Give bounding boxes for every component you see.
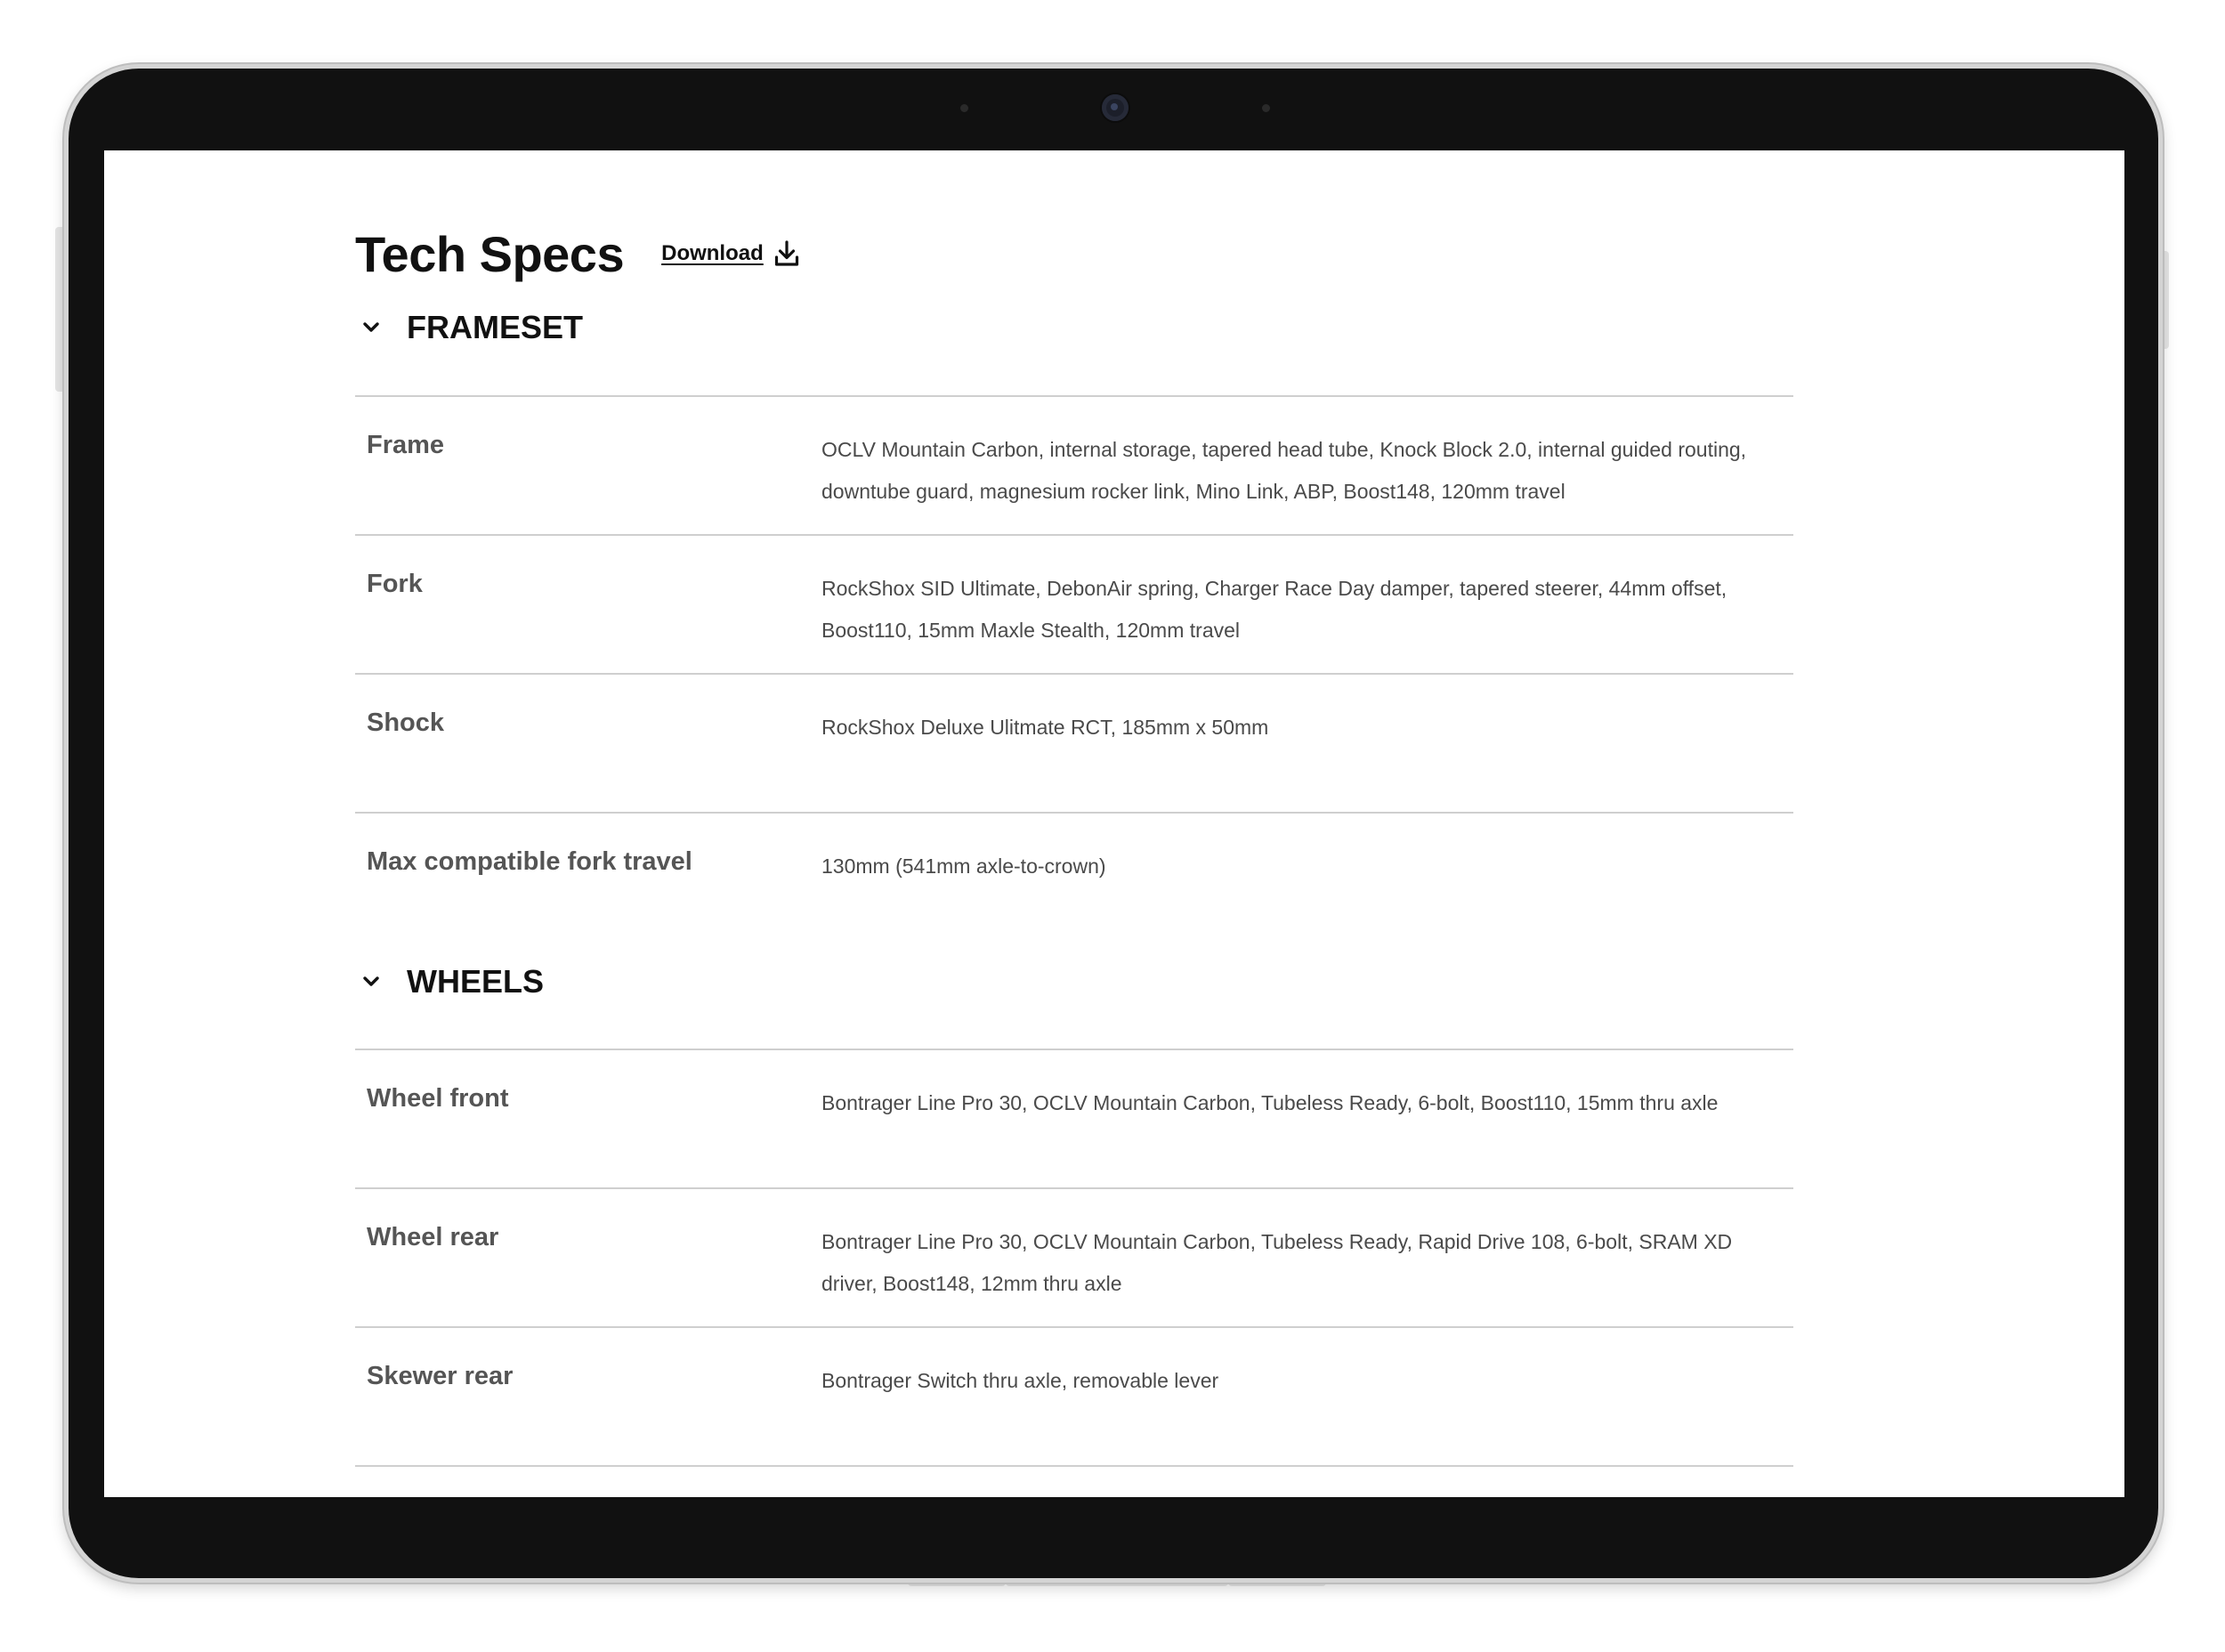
spec-label: Max compatible fork travel <box>367 847 692 876</box>
chevron-down-icon <box>362 321 380 334</box>
camera-icon <box>1102 94 1129 121</box>
sensor-icon <box>960 104 968 112</box>
table-row <box>355 536 1793 675</box>
table-row <box>355 397 1793 536</box>
download-label: Download <box>661 241 764 265</box>
section-title: WHEELS <box>407 963 545 1000</box>
table-row <box>355 675 1793 814</box>
spec-label: Fork <box>367 570 423 598</box>
spec-value: Bontrager Switch thru axle, removable lever <box>821 1369 1219 1392</box>
device-side-button <box>2163 251 2169 349</box>
spec-label: Frame <box>367 431 445 459</box>
section-header-frameset[interactable] <box>355 309 583 346</box>
table-row <box>355 1189 1793 1328</box>
spec-label: Shock <box>367 709 445 737</box>
spec-value: RockShox Deluxe Ulitmate RCT, 185mm x 50mm <box>821 716 1269 739</box>
table-row <box>355 1328 1793 1467</box>
spec-table-wheels <box>355 1049 1793 1467</box>
screen <box>104 150 2124 1497</box>
table-row <box>355 814 1793 952</box>
spec-label: Wheel front <box>367 1084 509 1113</box>
spec-value: Bontrager Line Pro 30, OCLV Mountain Carbon, Tubeless Ready, Rapid Drive 108, 6-bolt, SRAM XD driver, Boost148, 12mm thru axle <box>821 1230 1733 1295</box>
spec-value: OCLV Mountain Carbon, internal storage, tapered head tube, Knock Block 2.0, internal guided routing, downtube guard, magnesium rocker link, Mino Link, ABP, Boost148, 120mm travel <box>821 438 1747 503</box>
section-title: FRAMESET <box>407 309 583 345</box>
table-row <box>355 1050 1793 1189</box>
download-link[interactable] <box>661 240 799 267</box>
device-side-button <box>55 227 62 392</box>
spec-value: 130mm (541mm axle-to-crown) <box>821 854 1106 878</box>
spec-value: RockShox SID Ultimate, DebonAir spring, Charger Race Day damper, tapered steerer, 44mm offset, Boost110, 15mm Maxle Stealth, 120mm travel <box>821 577 1727 642</box>
page-title: Tech Specs <box>355 225 625 282</box>
download-icon <box>774 240 799 267</box>
section-header-wheels[interactable] <box>355 963 544 1000</box>
spec-table-frameset <box>355 395 1793 952</box>
sensor-icon <box>1262 104 1270 112</box>
title-row <box>355 227 799 280</box>
spec-value: Bontrager Line Pro 30, OCLV Mountain Carbon, Tubeless Ready, 6-bolt, Boost110, 15mm thru axle <box>821 1091 1719 1114</box>
chevron-down-icon <box>362 976 380 988</box>
spec-label: Wheel rear <box>367 1223 499 1251</box>
spec-label: Skewer rear <box>367 1362 514 1390</box>
